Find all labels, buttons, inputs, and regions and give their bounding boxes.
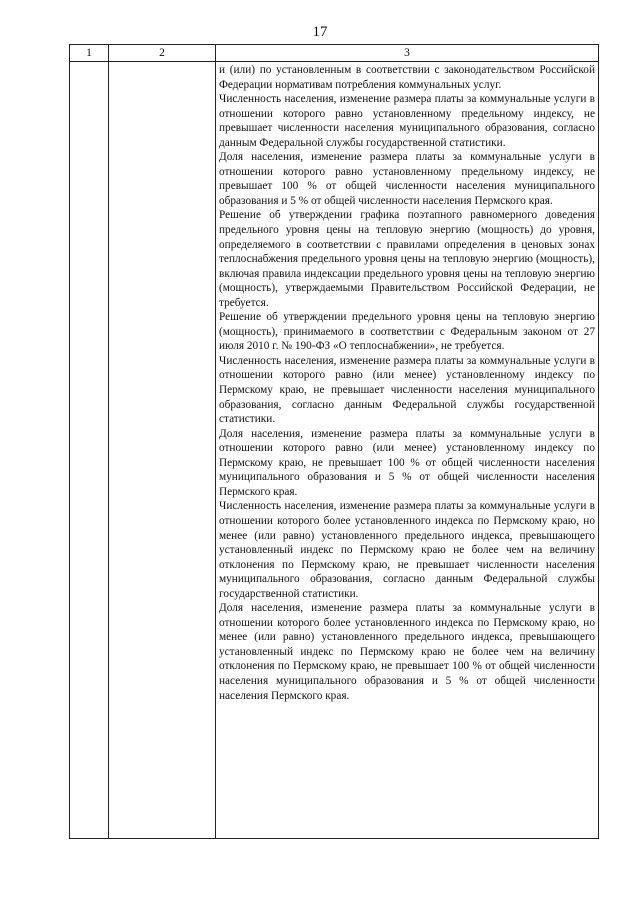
paragraph: Численность населения, изменение размера платы за коммунальные услуги в отношении которого более установленного индекса по Пермскому краю, но менее (или равно) установленного предельного индекса, превышающего установленный индекс по Пермскому краю не более чем на величину отклонения по Пермскому краю, не превышает численности населения муниципального образования, согласно данным Федеральной службы государственной статистики. — [219, 500, 595, 600]
paragraph: Доля населения, изменение размера платы за коммунальные услуги в отношении которого равно установленному предельному индексу, не превышает 100 % от общей численности населения муниципального образования и 5 % от общей численности населения Пермского края. — [219, 151, 595, 207]
table-row — [70, 62, 599, 839]
paragraph: и (или) по установленным в соответствии с законодательством Российской Федерации нормативам потребления коммунальных услуг. — [219, 64, 595, 91]
paragraph: Численность населения, изменение размера платы за коммунальные услуги в отношении которого равно установленному предельному индексу, не превышает численности населения муниципального образования, согласно данным Федеральной службы государственной статистики. — [219, 93, 595, 149]
paragraph: Решение об утверждении предельного уровня цены на тепловую энергию (мощность), принимаемого в соответствии с Федеральным законом от 27 июля 2010 г. № 190-ФЗ «О теплоснабжении», не требуется. — [219, 311, 595, 353]
cell-column-3 — [216, 62, 599, 839]
paragraph: Решение об утверждении графика поэтапного равномерного доведения предельного уровня цены на тепловую энергию (мощность) до уровня, определяемого в соответствии с правилами определения в ценовых зонах теплоснабжения предельного уровня цены на тепловую энергию (мощность), включая правила индексации предельного уровня цены на тепловую энергию (мощность), утверждаемыми Правительством Российской Федерации, не требуется. — [219, 209, 595, 309]
paragraph: Численность населения, изменение размера платы за коммунальные услуги в отношении которого равно (или менее) установленному индексу по Пермскому краю, не превышает численности населения муниципального образования, согласно данным Федеральной службы государственной статистики. — [219, 354, 595, 426]
paragraph: Доля населения, изменение размера платы за коммунальные услуги в отношении которого равно (или менее) установленному индексу по Пермскому краю, не превышает 100 % от общей численности населения муниципального образования и 5 % от общей численности населения Пермского края. — [219, 427, 595, 498]
cell-column-2 — [109, 62, 216, 839]
cell-column-1 — [70, 62, 109, 839]
column-header-2: 2 — [109, 45, 216, 62]
paragraph-list — [216, 62, 598, 703]
page-number: 17 — [312, 24, 328, 40]
paragraph: Доля населения, изменение размера платы за коммунальные услуги в отношении которого более установленного индекса по Пермскому краю, но менее (или равно) установленного предельного индекса, превышающего установленный индекс по Пермскому краю не более чем на величину отклонения по Пермскому краю, не превышает 100 % от общей численности населения муниципального образования и 5 % от общей численности населения Пермского края. — [219, 602, 595, 702]
table-header-row — [70, 45, 599, 62]
content-table — [69, 44, 599, 839]
column-header-1: 1 — [70, 45, 109, 62]
column-header-3: 3 — [216, 45, 599, 62]
